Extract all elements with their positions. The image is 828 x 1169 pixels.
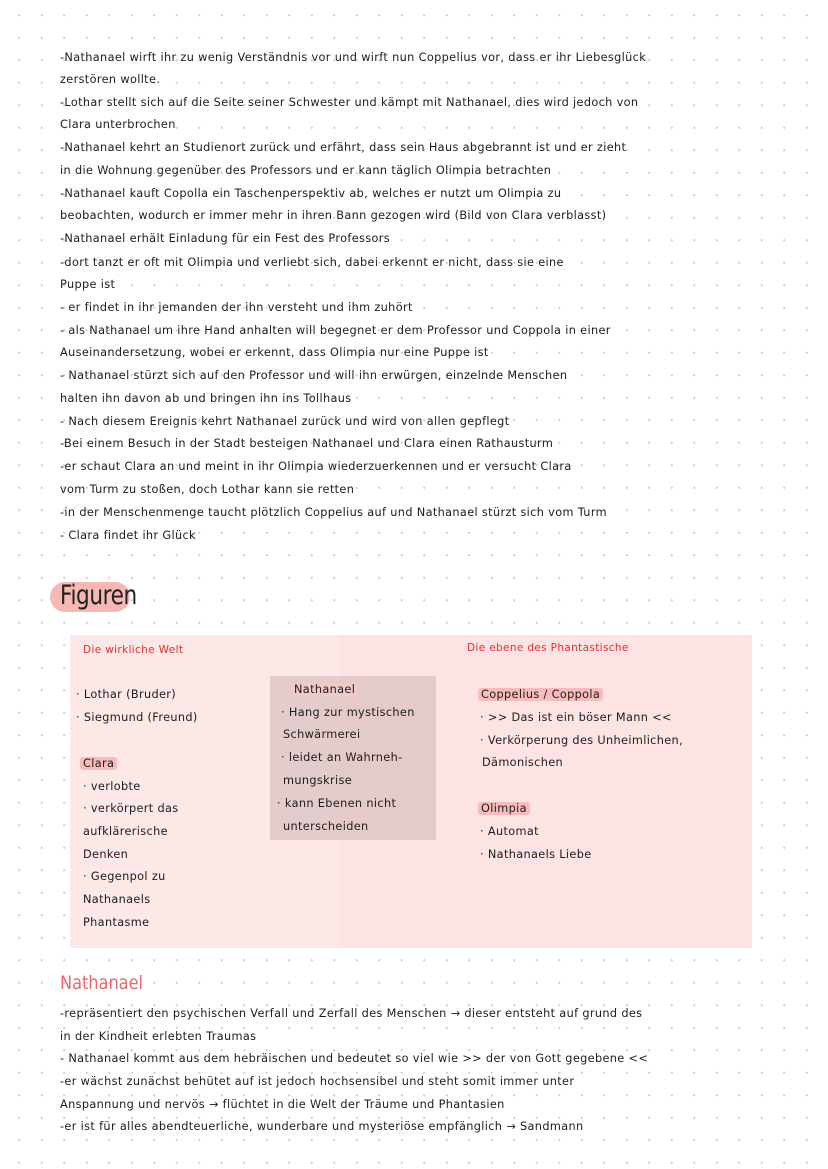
summary-line: -Bei einem Besuch in der Stadt besteigen Nathanael und Clara einen Rathausturm: [60, 437, 554, 450]
nathanael-line: -repräsentiert den psychischen Verfall und Zerfall des Menschen → dieser entsteht auf grund des: [60, 1007, 643, 1020]
nathanael-line: Anspannung und nervös → flüchtet in die Welt der Träume und Phantasien: [60, 1098, 505, 1111]
real-world-item: · Siegmund (Freund): [76, 711, 198, 724]
summary-line: vom Turm zu stoßen, doch Lothar kann sie retten: [60, 483, 355, 496]
coppelius-line: · Verkörperung des Unheimlichen,: [480, 734, 683, 747]
summary-line: in die Wohnung gegenüber des Professors und er kann täglich Olimpia betrachten: [60, 164, 552, 177]
clara-line: · verlobte: [83, 780, 141, 793]
summary-line: Puppe ist: [60, 278, 116, 291]
nathanael-box-line: Schwärmerei: [283, 728, 361, 741]
summary-line: beobachten, wodurch er immer mehr in ihren Bann gezogen wird (Bild von Clara verblasst): [60, 209, 607, 222]
nathanael-name-wrap: [291, 683, 358, 697]
summary-line: -Nathanael wirft ihr zu wenig Verständnis vor und wirft nun Coppelius vor, dass er ihr Liebesglück: [60, 51, 647, 64]
summary-line: -er schaut Clara an und meint in ihr Olimpia wiederzuerkennen und er versucht Clara: [60, 460, 572, 473]
clara-name: Clara: [80, 757, 117, 770]
nathanael-box-line: · leidet an Wahrneh-: [281, 751, 403, 764]
nathanael-heading: Nathanael: [60, 972, 144, 994]
nathanael-box-line: unterscheiden: [283, 820, 369, 833]
nathanael-box-line: · kann Ebenen nicht: [277, 797, 397, 810]
coppelius-name-wrap: [478, 688, 603, 702]
coppelius-name: Coppelius / Coppola: [478, 688, 603, 701]
nathanael-line: in der Kindheit erlebten Traumas: [60, 1030, 257, 1043]
olimpia-line: · Nathanaels Liebe: [480, 848, 592, 861]
clara-line: Denken: [83, 848, 129, 861]
summary-line: - Clara findet ihr Glück: [60, 529, 196, 542]
clara-line: · Gegenpol zu: [83, 870, 166, 883]
real-world-item: · Lothar (Bruder): [76, 688, 177, 701]
summary-line: halten ihn davon ab und bringen ihn ins Tollhaus: [60, 392, 352, 405]
summary-line: -dort tanzt er oft mit Olimpia und verliebt sich, dabei erkennt er nicht, dass sie eine: [60, 256, 564, 269]
summary-line: - als Nathanael um ihre Hand anhalten will begegnet er dem Professor und Coppola in einer: [60, 324, 611, 337]
nathanael-box-line: mungskrise: [283, 774, 353, 787]
summary-line: - Nathanael stürzt sich auf den Professor und will ihn erwürgen, einzelnde Menschen: [60, 369, 568, 382]
summary-line: -Nathanael erhält Einladung für ein Fest des Professors: [60, 232, 390, 245]
summary-line: Auseinandersetzung, wobei er erkennt, dass Olimpia nur eine Puppe ist: [60, 346, 489, 359]
olimpia-name: Olimpia: [478, 802, 530, 815]
summary-line: -Nathanael kehrt an Studienort zurück und erfährt, dass sein Haus abgebrannt ist und er zieht: [60, 141, 627, 154]
nathanael-line: - Nathanael kommt aus dem hebräischen und bedeutet so viel wie >> der von Gott gegebene <<: [60, 1052, 649, 1065]
clara-line: aufklärerische: [83, 825, 168, 838]
summary-line: -Nathanael kauft Copolla ein Taschenperspektiv ab, welches er nutzt um Olimpia zu: [60, 187, 562, 200]
summary-line: -in der Menschenmenge taucht plötzlich Coppelius auf und Nathanael stürzt sich vom Turm: [60, 506, 607, 519]
summary-line: - Nach diesem Ereignis kehrt Nathanael zurück und wird von allen gepflegt: [60, 415, 510, 428]
nathanael-box-line: · Hang zur mystischen: [281, 706, 415, 719]
summary-line: -Lothar stellt sich auf die Seite seiner Schwester und kämpt mit Nathanael, dies wird jedoch von: [60, 96, 639, 109]
clara-name-wrap: [80, 757, 117, 771]
clara-line: Phantasme: [83, 916, 150, 929]
nathanael-line: -er ist für alles abendteuerliche, wunderbare und mysteriöse empfänglich → Sandmann: [60, 1120, 584, 1133]
summary-line: Clara unterbrochen: [60, 118, 176, 131]
summary-line: - er findet in ihr jemanden der ihn versteht und ihm zuhört: [60, 301, 413, 314]
coppelius-line: · >> Das ist ein böser Mann <<: [480, 711, 672, 724]
coppelius-line: Dämonischen: [482, 756, 564, 769]
summary-line: zerstören wollte.: [60, 73, 161, 86]
real-world-title: Die wirkliche Welt: [83, 644, 184, 656]
olimpia-name-wrap: [478, 802, 530, 816]
clara-line: · verkörpert das: [83, 802, 179, 815]
fantasy-world-title: Die ebene des Phantastische: [467, 642, 629, 654]
nathanael-line: -er wächst zunächst behütet auf ist jedoch hochsensibel und steht somit immer unter: [60, 1075, 575, 1088]
nathanael-name: Nathanael: [291, 683, 358, 696]
clara-line: Nathanaels: [83, 893, 151, 906]
olimpia-line: · Automat: [480, 825, 539, 838]
figuren-heading: Figuren: [60, 580, 137, 611]
